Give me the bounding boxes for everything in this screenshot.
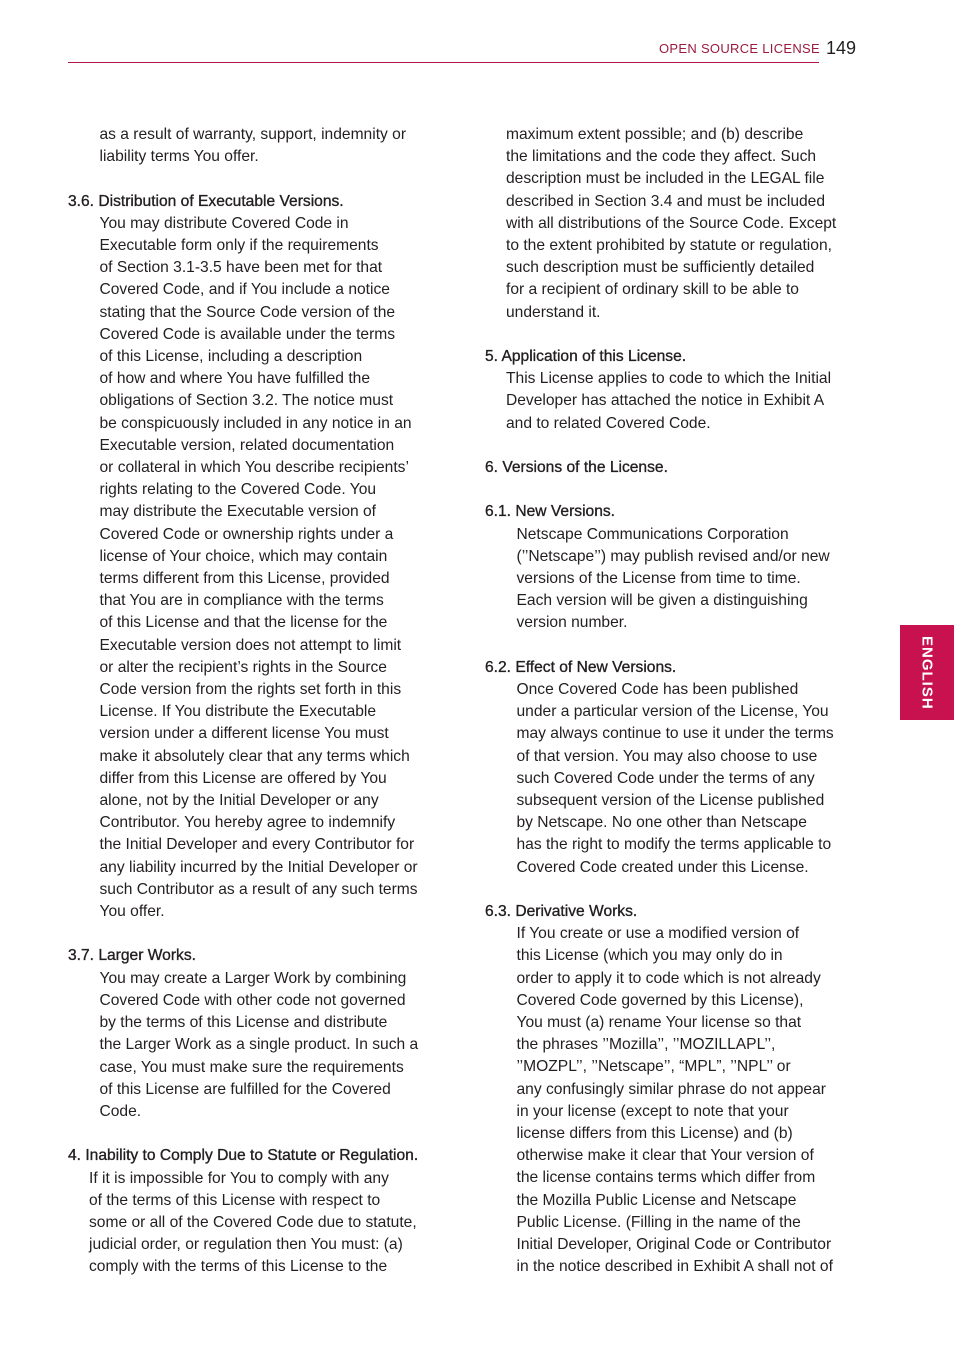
text-line: stating that the Source Code version of the — [99, 303, 396, 321]
text-line: be conspicuously included in any notice in an — [99, 414, 412, 432]
section-heading: 6.3. Derivative Works. — [485, 903, 638, 921]
text-line: You may create a Larger Work by combining — [99, 969, 407, 987]
text-line: otherwise make it clear that Your version of — [516, 1147, 814, 1165]
section-body — [485, 524, 875, 635]
section-heading: 5. Application of this License. — [485, 348, 687, 366]
text-line: version number. — [516, 614, 628, 632]
text-line: such description must be sufficiently detailed — [506, 259, 815, 277]
text-line: version under a different license You must — [99, 725, 389, 743]
text-line: description must be included in the LEGAL file — [506, 170, 825, 188]
text-line: liability terms You offer. — [99, 148, 259, 166]
text-line: under a particular version of the License, You — [516, 703, 829, 721]
text-line: Developer has attached the notice in Exhibit A — [506, 392, 825, 410]
section-3-6 — [68, 191, 448, 924]
section-heading: 6. Versions of the License. — [485, 459, 668, 477]
section-body — [485, 368, 875, 435]
text-line: This License applies to code to which the Initial — [506, 370, 832, 388]
text-line: If You create or use a modified version of — [516, 925, 800, 943]
text-line: the Initial Developer and every Contributor for — [99, 836, 415, 854]
text-line: alone, not by the Initial Developer or any — [99, 792, 379, 810]
text-line: order to apply it to code which is not already — [516, 969, 821, 987]
text-line: such Contributor as a result of any such terms — [99, 880, 418, 898]
text-line: or collateral in which You describe recipients’ — [99, 459, 409, 477]
text-line: of this License and that the license for the — [99, 614, 388, 632]
text-line: obligations of Section 3.2. The notice must — [99, 392, 394, 410]
text-line: the license contains terms which differ from — [516, 1169, 816, 1187]
left-column — [68, 124, 448, 1301]
text-line: for a recipient of ordinary skill to be able to — [506, 281, 799, 299]
text-line: Initial Developer, Original Code or Contributor — [516, 1236, 832, 1254]
section-body — [68, 1168, 448, 1279]
text-line: of this License, including a description — [99, 348, 363, 366]
section-body — [485, 679, 875, 879]
text-line: Covered Code created under this License. — [516, 858, 809, 876]
section-body — [68, 968, 448, 1123]
text-line: may always continue to use it under the terms — [516, 725, 834, 743]
text-line: the phrases ’’Mozilla’’, ’’MOZILLAPL’’, — [516, 1036, 776, 1054]
text-line: Once Covered Code has been published — [516, 681, 799, 699]
text-line: by the terms of this License and distribute — [99, 1014, 388, 1032]
text-line: this License (which you may only do in — [516, 947, 783, 965]
section-body — [68, 213, 448, 924]
right-column — [485, 124, 875, 1301]
text-line: understand it. — [506, 303, 601, 321]
section-6-1 — [485, 501, 875, 634]
section-6-2 — [485, 657, 875, 879]
text-line: You must (a) rename Your license so that — [516, 1014, 802, 1032]
text-line: any liability incurred by the Initial Developer or — [99, 858, 418, 876]
text-line: Code version from the rights set forth in this — [99, 681, 402, 699]
section-heading: 4. Inability to Comply Due to Statute or Regulation. — [68, 1147, 419, 1165]
section-heading: 6.1. New Versions. — [485, 503, 616, 521]
text-line: as a result of warranty, support, indemnity or — [99, 126, 407, 143]
section-heading: 3.6. Distribution of Executable Versions. — [68, 192, 344, 210]
text-line: license of Your choice, which may contain — [99, 547, 388, 565]
text-line: versions of the License from time to time. — [516, 570, 801, 588]
text-line: rights relating to the Covered Code. You — [99, 481, 377, 499]
text-line: in the notice described in Exhibit A shall not of — [516, 1258, 833, 1276]
text-line: the limitations and the code they affect. Such — [506, 148, 817, 166]
text-line: terms different from this License, provided — [99, 570, 390, 588]
language-tab-label: ENGLISH — [918, 635, 936, 710]
text-line: ’’MOZPL’’, ’’Netscape’’, “MPL”, ’’NPL’’ or — [516, 1058, 791, 1076]
text-line: Covered Code is available under the terms — [99, 325, 396, 343]
text-line: case, You must make sure the requirements — [99, 1058, 404, 1076]
text-line: Each version will be given a distinguishing — [516, 592, 808, 610]
text-line: You may distribute Covered Code in — [99, 214, 349, 232]
text-line: Executable version, related documentation — [99, 436, 395, 454]
text-line: Covered Code with other code not governed — [99, 991, 406, 1009]
section-3-7 — [68, 945, 448, 1123]
section-6 — [485, 457, 875, 479]
text-line: such Covered Code under the terms of any — [516, 769, 815, 787]
text-line: maximum extent possible; and (b) describe — [506, 126, 804, 143]
text-line: and to related Covered Code. — [506, 414, 711, 432]
text-line: Contributor. You hereby agree to indemnify — [99, 814, 396, 832]
section-5 — [485, 346, 875, 435]
page-number: 149 — [826, 38, 857, 58]
text-line: by Netscape. No one other than Netscape — [516, 814, 807, 832]
text-line: Executable form only if the requirements — [99, 237, 379, 254]
text-line: of this License are fulfilled for the Covered — [99, 1080, 391, 1098]
header-divider — [68, 62, 819, 63]
text-line: (’’Netscape’’) may publish revised and/or new — [516, 547, 830, 565]
text-line: Code. — [99, 1102, 142, 1120]
language-side-tab — [900, 625, 954, 720]
text-line: of Section 3.1-3.5 have been met for that — [99, 259, 383, 277]
section-heading: 3.7. Larger Works. — [68, 947, 196, 965]
text-line: of that version. You may also choose to use — [516, 747, 818, 765]
text-line: the Larger Work as a single product. In such a — [99, 1036, 419, 1054]
text-line: or alter the recipient’s rights in the Source — [99, 658, 387, 676]
text-line: judicial order, or regulation then You must: (a) — [89, 1236, 403, 1254]
text-line: of the terms of this License with respect to — [89, 1191, 381, 1209]
text-line: that You are in compliance with the terms — [99, 592, 384, 610]
section-4 — [68, 1145, 448, 1278]
text-line: in your license (except to note that your — [516, 1102, 789, 1120]
text-line: Covered Code or ownership rights under a — [99, 525, 394, 543]
text-line: Covered Code, and if You include a notice — [99, 281, 390, 299]
text-line: If it is impossible for You to comply with any — [89, 1169, 389, 1187]
continuation-paragraph — [485, 124, 875, 324]
text-line: Public License. (Filling in the name of the — [516, 1213, 801, 1231]
text-line: the Mozilla Public License and Netscape — [516, 1191, 797, 1209]
text-line: You offer. — [99, 903, 165, 921]
text-line: comply with the terms of this License to the — [89, 1258, 388, 1276]
running-header-title: OPEN SOURCE LICENSE — [658, 41, 820, 56]
text-line: License. If You distribute the Executable — [99, 703, 377, 721]
text-line: of how and where You have fulfilled the — [99, 370, 370, 388]
text-line: with all distributions of the Source Code. Except — [506, 214, 837, 232]
text-line: may distribute the Executable version of — [99, 503, 376, 521]
section-6-3 — [485, 901, 875, 1278]
continuation-paragraph — [68, 124, 448, 168]
text-line: has the right to modify the terms applicable to — [516, 836, 832, 854]
text-line: to the extent prohibited by statute or regulation, — [506, 237, 832, 255]
text-line: any confusingly similar phrase do not appear — [516, 1080, 826, 1098]
text-line: make it absolutely clear that any terms which — [99, 747, 410, 765]
text-line: some or all of the Covered Code due to statute, — [89, 1213, 417, 1231]
section-body — [485, 923, 875, 1278]
text-line: Executable version does not attempt to limit — [99, 636, 402, 654]
text-line: license differs from this License) and (b) — [516, 1125, 793, 1143]
text-line: differ from this License are offered by You — [99, 769, 387, 787]
text-line: Netscape Communications Corporation — [516, 525, 789, 543]
text-line: subsequent version of the License published — [516, 792, 825, 810]
section-heading: 6.2. Effect of New Versions. — [485, 658, 677, 676]
text-line: Covered Code governed by this License), — [516, 991, 804, 1009]
text-line: described in Section 3.4 and must be included — [506, 192, 826, 210]
